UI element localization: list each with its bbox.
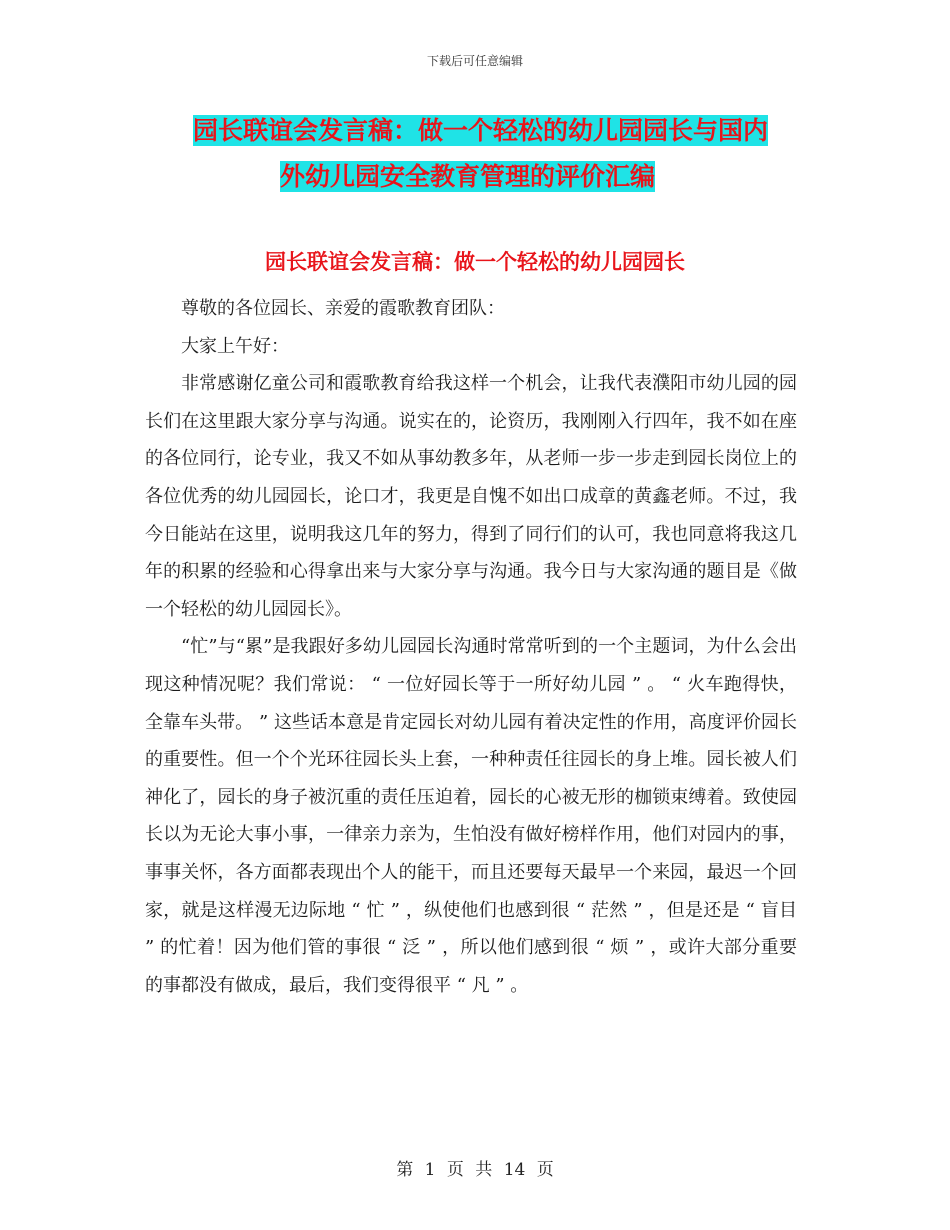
title-line-2-text: 外幼儿园安全教育管理的评价汇编 — [280, 162, 656, 191]
paragraph-busy: “忙”与“累”是我跟好多幼儿园园长沟通时常常听到的一个主题词，为什么会出现这种情况呢？我们常说： “ 一位好园长等于一所好幼儿园 ” 。 “ 火车跑得快，全靠车头带。 ” 这些话本意是肯定园长对幼儿园有着决定性的作用，高度评价园长的重要性。但一个个光环往园长头上套，一种种责任往园长的身上堆。园长被人们神化了，园长的身子被沉重的责任压迫着，园长的心被无形的枷锁束缚着。致使园长以为无论大事小事，一律亲力亲为，生怕没有做好榜样作用，他们对园内的事，事事关怀，各方面都表现出个人的能干，而且还要每天最早一个来园，最迟一个回家，就是这样漫无边际地 “ 忙 ” ，纵使他们也感到很 “ 茫然 ” ，但是还是 “ 盲目 ” 的忙着！因为他们管的事很 “ 泛 ” ，所以他们感到很 “ 烦 ” ，或许大部分重要的事都没有做成，最后，我们变得很平 “ 凡 ” 。 — [145, 636, 797, 996]
title-line-1 — [145, 108, 805, 154]
title-line-1-text: 园长联谊会发言稿：做一个轻松的幼儿园园长与国内 — [193, 116, 769, 145]
title-line-2 — [145, 154, 805, 200]
document-title — [145, 108, 805, 200]
body-text — [145, 290, 797, 1004]
header-note: 下载后可任意编辑 — [426, 54, 523, 68]
paragraph-intro: 非常感谢亿童公司和霞歌教育给我这样一个机会，让我代表濮阳市幼儿园的园长们在这里跟大家分享与沟通。说实在的，论资历，我刚刚入行四年，我不如在座的各位同行，论专业，我又不如从事幼教多年，从老师一步一步走到园长岗位上的各位优秀的幼儿园园长，论口才，我更是自愧不如出口成章的黄鑫老师。不过，我今日能站在这里，说明我这几年的努力，得到了同行们的认可，我也同意将我这几年的积累的经验和心得拿出来与大家分享与沟通。我今日与大家沟通的题目是《做一个轻松的幼儿园园长》。 — [145, 373, 797, 620]
page-footer: 第 1 页 共 14 页 — [396, 1160, 554, 1180]
greeting: 大家上午好： — [181, 335, 289, 357]
salutation: 尊敬的各位园长、亲爱的霞歌教育团队： — [181, 298, 505, 319]
section-title: 园长联谊会发言稿：做一个轻松的幼儿园园长 — [265, 250, 685, 274]
